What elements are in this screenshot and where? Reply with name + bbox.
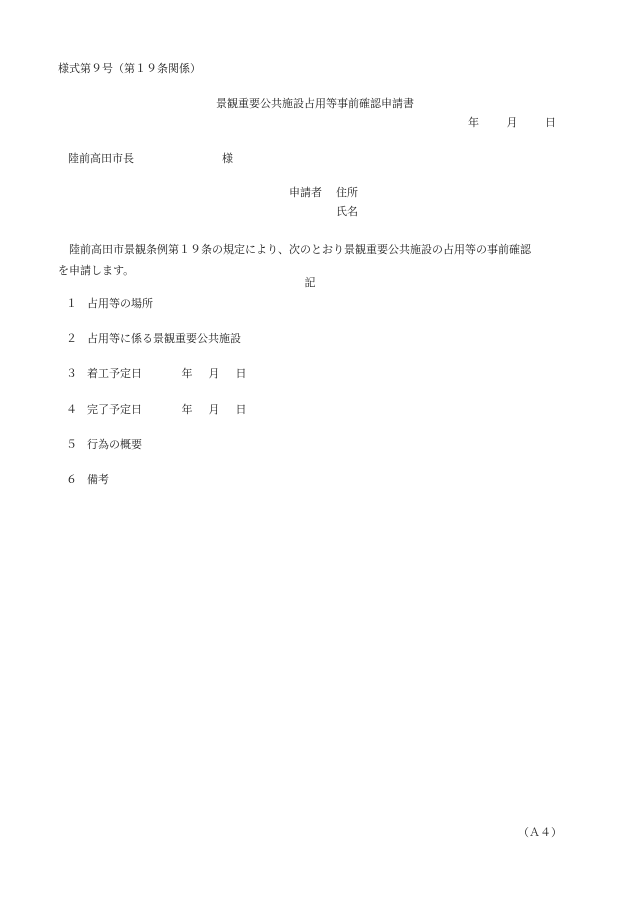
ki-heading: 記 [304, 276, 316, 289]
list-item [66, 333, 241, 344]
item-date-year: 年 [181, 367, 193, 380]
list-item [66, 439, 142, 450]
item-label: 完了予定日 [87, 403, 142, 416]
item-number: ４ [66, 403, 77, 416]
item-date-year: 年 [181, 403, 193, 416]
list-item [66, 404, 247, 415]
list-item [66, 368, 247, 379]
item-date [182, 404, 247, 415]
item-date-day: 日 [235, 403, 247, 416]
applicant-label: 申請者 [289, 186, 322, 199]
item-date-day: 日 [235, 367, 247, 380]
form-number: 様式第９号（第１９条関係） [58, 62, 201, 75]
item-number: １ [66, 297, 77, 310]
item-number: ３ [66, 367, 77, 380]
body-line-1: 陸前高田市景観条例第１９条の規定により、次のとおり景観重要公共施設の占用等の事前確認 [69, 243, 531, 256]
body-line-2: を申請します。 [58, 264, 135, 277]
addressee-name: 陸前高田市長 [68, 152, 134, 165]
item-label: 行為の概要 [87, 438, 142, 451]
applicant-address-label: 住所 [336, 186, 358, 199]
date-year-label: 年 [468, 116, 479, 129]
paper-size-label: （Ａ４） [518, 826, 562, 839]
item-number: ５ [66, 438, 77, 451]
item-date-month: 月 [208, 367, 220, 380]
list-item [66, 474, 109, 485]
item-number: ２ [66, 332, 77, 345]
item-label: 占用等に係る景観重要公共施設 [87, 332, 241, 345]
application-date [468, 117, 556, 128]
applicant-name-label: 氏名 [336, 205, 358, 218]
addressee-honorific: 様 [222, 152, 233, 165]
body-paragraph [58, 239, 568, 281]
item-label: 占用等の場所 [87, 297, 153, 310]
item-label: 着工予定日 [87, 367, 142, 380]
date-month-label: 月 [506, 116, 518, 129]
list-item [66, 298, 153, 309]
document-title: 景観重要公共施設占用等事前確認申請書 [216, 97, 414, 110]
item-date [182, 368, 247, 379]
item-date-month: 月 [208, 403, 220, 416]
item-number: ６ [66, 473, 77, 486]
date-day-label: 日 [545, 116, 556, 129]
item-label: 備考 [87, 473, 109, 486]
